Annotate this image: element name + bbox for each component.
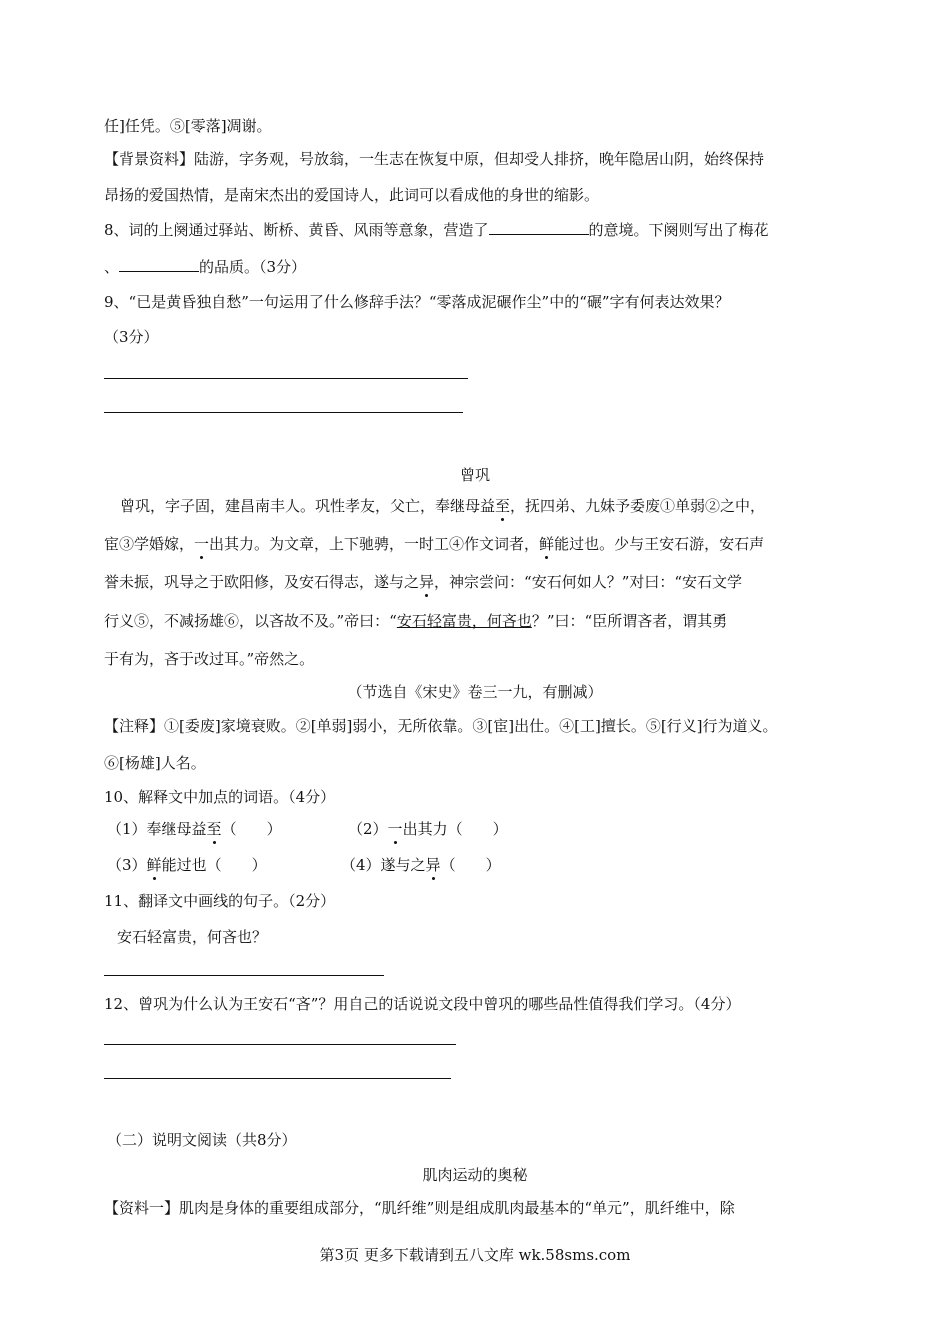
dotted-word: 至 [495,497,511,515]
answer-line[interactable] [104,975,384,976]
question-8-line-2: 、 的品质。（3分） [104,258,307,276]
answer-line[interactable] [104,1044,456,1045]
answer-line[interactable] [104,1078,451,1079]
dotted-word: 异 [419,573,435,591]
dotted-word: 至 [206,820,222,838]
question-11-sentence: 安石轻富贵，何吝也？ [117,928,268,946]
question-11-stem: 11、翻译文中画线的句子。（2分） [104,892,336,910]
question-10-item-4: （4）遂与之异（ ） [341,856,501,874]
passage-line-4: 行义⑤，不减扬雄⑥，以吝故不及。”帝曰：“安石轻富贵，何吝也？”曰：“臣所谓吝者，谓其勇 [104,612,728,630]
background-label: 【背景资料】 [104,150,195,168]
background-line-2: 昂扬的爱国热情，是南宋杰出的爱国诗人，此词可以看成他的身世的缩影。 [104,186,600,204]
passage-line-5: 于有为，吝于改过耳。”帝然之。 [104,650,315,668]
answer-line[interactable] [104,378,468,379]
material-label: 【资料一】 [104,1199,180,1217]
notes-line-1: 【注释】①[委废]家境衰败。②[单弱]弱小，无所依靠。③[宦]出仕。④[工]擅长。⑤[行义]行为道义。 [104,717,778,735]
question-12-stem: 12、曾巩为什么认为王安石“吝”？用自己的话说说文段中曾巩的哪些品性值得我们学习。（4分） [104,995,741,1013]
question-10-item-1: （1）奉继母益至（ ） [107,820,282,838]
page-footer: 第3页 更多下载请到五八文库 wk.58sms.com [319,1246,631,1264]
answer-line[interactable] [104,412,463,413]
section-2-title: 肌肉运动的奥秘 [422,1166,528,1184]
passage-line-2: 宦③学婚嫁，一出其力。为文章，上下驰骋，一时工④作文词者，鲜能过也。少与王安石游，安石声 [104,535,765,553]
dotted-word: 鲜 [146,856,162,874]
passage-line-3: 誉未振，巩导之于欧阳修，及安石得志，遂与之异，神宗尝问：“安石何如人？”对曰：“安石文学 [104,573,743,591]
section-2-heading: （二）说明文阅读（共8分） [107,1131,297,1149]
passage-line-1: 曾巩，字子固，建昌南丰人。巩性孝友，父亡，奉继母益至，抚四弟、九妹予委废①单弱②之中， [120,497,766,515]
question-10-stem: 10、解释文中加点的词语。（4分） [104,788,336,806]
dotted-word: 异 [425,856,441,874]
dotted-word: 一 [194,535,210,553]
underlined-sentence: 安石轻富贵，何吝也 [396,612,532,630]
notes-line-2: ⑥[杨雄]人名。 [104,754,206,772]
material-1-line: 【资料一】肌肉是身体的重要组成部分，“肌纤维”则是组成肌肉最基本的“单元”，肌纤维中，除 [104,1199,735,1217]
background-line-1: 【背景资料】陆游，字务观，号放翁，一生志在恢复中原，但却受人排挤，晚年隐居山阴，始终保持 [104,150,765,168]
poem-note-tail: 任]任凭。⑤[零落]凋谢。 [104,117,272,135]
dotted-word: 一 [387,820,403,838]
question-10-item-3: （3）鲜能过也（ ） [107,856,267,874]
passage-title: 曾巩 [459,466,490,484]
question-10-item-2: （2）一出其力（ ） [348,820,508,838]
dotted-word: 鲜 [539,535,555,553]
question-9-line-1: 9、“已是黄昏独自愁”一句运用了什么修辞手法？“零落成泥碾作尘”中的“碾”字有何表达效果？ [104,293,730,311]
answer-blank[interactable] [489,220,589,235]
answer-blank[interactable] [119,257,199,272]
question-8-line-1: 8、词的上阕通过驿站、断桥、黄昏、风雨等意象，营造了 的意境。下阕则写出了梅花 [104,221,769,239]
passage-source: （节选自《宋史》卷三一九，有删减） [347,683,603,701]
question-9-line-2: （3分） [104,328,159,346]
